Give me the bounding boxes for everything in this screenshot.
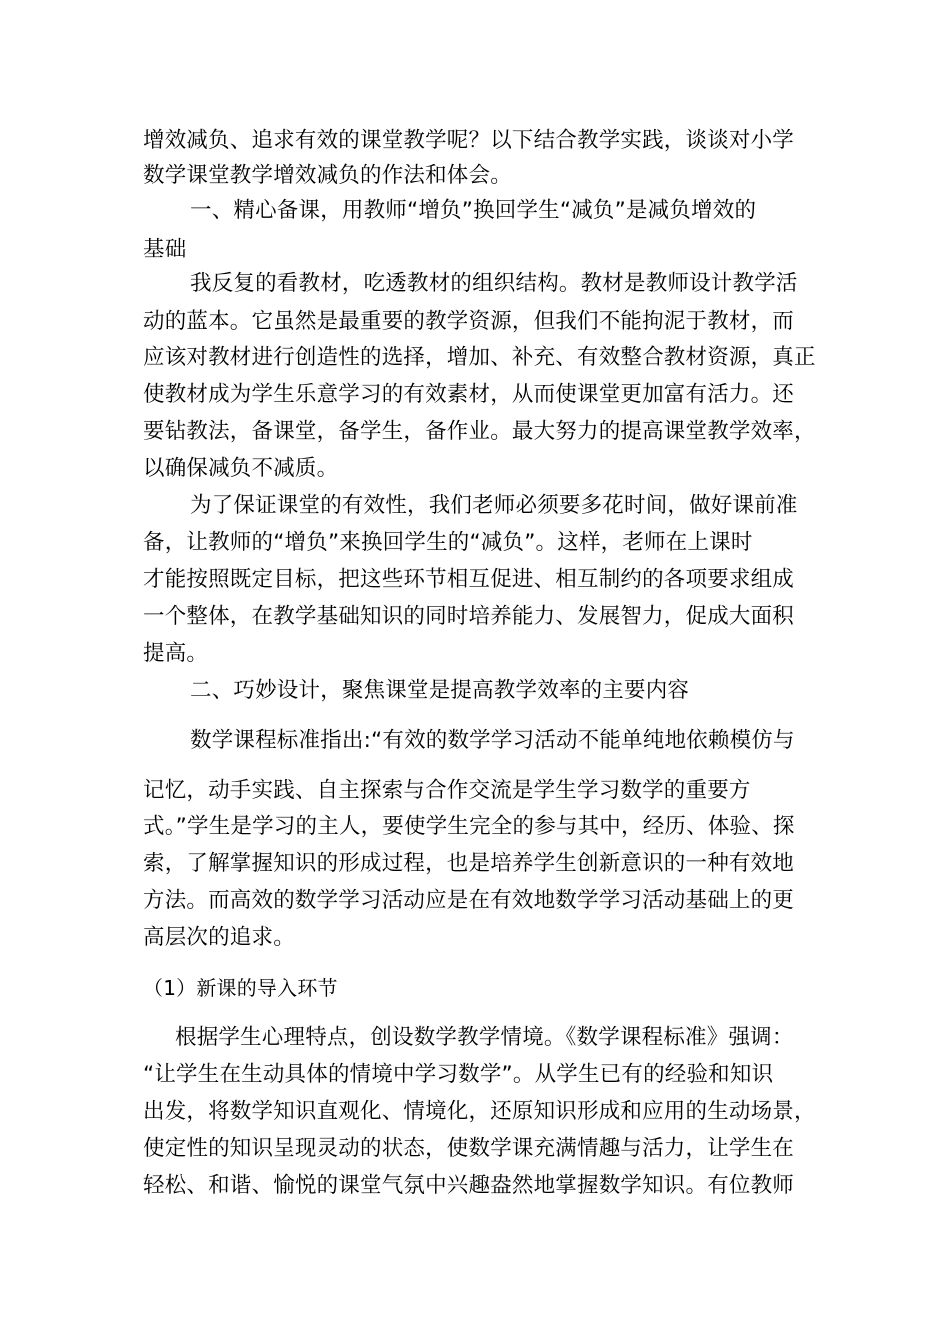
text-line: 我反复的看教材，吃透教材的组织结构。教材是教师设计教学活 [190,271,798,296]
subsection-heading: （1）新课的导入环节 [143,976,338,1000]
text-line: 使定性的知识呈现灵动的状态，使数学课充满情趣与活力，让学生在 [143,1136,795,1161]
text-line: 轻松、和谐、愉悦的课堂气氛中兴趣盎然地掌握数学知识。有位教师 [143,1173,795,1198]
text-line: 数学课堂教学增效减负的作法和体会。 [143,163,512,188]
section-heading: 一、精心备课，用教师“增负”换回学生“减负”是减负增效的 [190,198,757,223]
text-line: 根据学生心理特点，创设数学教学情境。《数学课程标准》强调： [175,1025,794,1050]
text-line: 才能按照既定目标，把这些环节相互促进、相互制约的各项要求组成 [143,567,795,592]
text-line: 一个整体，在教学基础知识的同时培养能力、发展智力，促成大面积 [143,604,795,629]
text-line: “让学生在生动具体的情境中学习数学”。从学生已有的经验和知识 [143,1062,774,1087]
text-line: 方法。而高效的数学学习活动应是在有效地数学学习活动基础上的更 [143,888,795,913]
text-line: 索，了解掌握知识的形成过程，也是培养学生创新意识的一种有效地 [143,851,795,876]
text-line: 式。”学生是学习的主人，要使学生完全的参与其中，经历、体验、探 [143,814,795,839]
text-line: 应该对教材进行创造性的选择，增加、补充、有效整合教材资源，真正 [143,345,816,370]
text-line: 使教材成为学生乐意学习的有效素材，从而使课堂更加富有活力。还 [143,382,795,407]
section-heading: 基础 [143,237,187,262]
text-line: 为了保证课堂的有效性，我们老师必须要多花时间，做好课前准 [190,493,798,518]
text-line: 数学课程标准指出:“有效的数学学习活动不能单纯地依赖模仿与 [190,728,795,753]
text-line: 提高。 [143,641,209,666]
text-line: 动的蓝本。它虽然是最重要的教学资源，但我们不能拘泥于教材，而 [143,309,795,334]
text-line: 高层次的追求。 [143,925,295,950]
text-line: 增效减负、追求有效的课堂教学呢？以下结合教学实践，谈谈对小学 [143,128,795,153]
text-line: 以确保减负不减质。 [143,456,339,481]
text-line: 要钻教法，备课堂，备学生，备作业。最大努力的提高课堂教学效率， [143,419,816,444]
section-heading: 二、巧妙设计，聚焦课堂是提高教学效率的主要内容 [190,678,690,703]
text-line: 出发，将数学知识直观化、情境化，还原知识形成和应用的生动场景， [143,1099,816,1124]
text-line: 备，让教师的“增负”来换回学生的“减负”。这样，老师在上课时 [143,530,753,555]
text-line: 记忆，动手实践、自主探索与合作交流是学生学习数学的重要方 [143,778,751,803]
